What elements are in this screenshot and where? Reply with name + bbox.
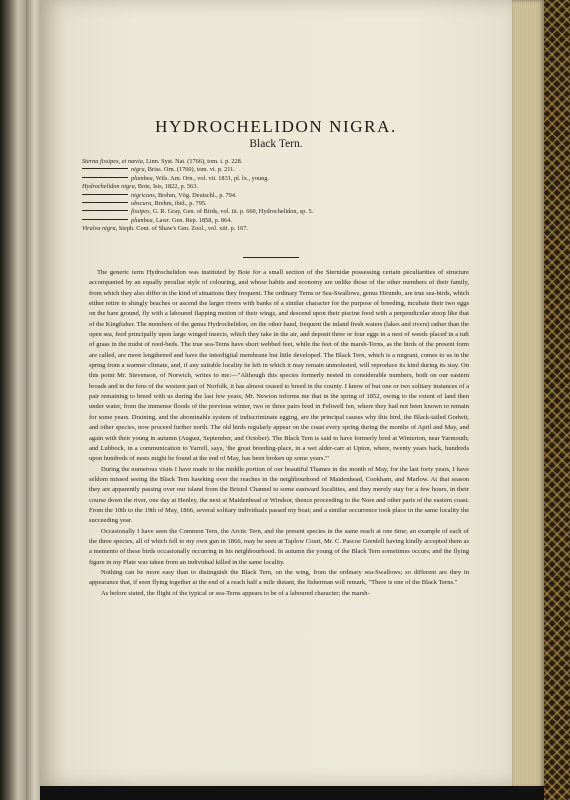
species-title: HYDROCHELIDON NIGRA.	[155, 117, 397, 136]
body-text	[89, 268, 469, 599]
synonym-entry: Hydrochelidon nigra, Boie, Isis, 1822, p. 563.	[82, 183, 198, 191]
section-divider	[243, 257, 299, 258]
paragraph: As before stated, the flight of the typical or sea-Terns appears to be of a laboured character; the marsh-	[101, 589, 370, 597]
synonym-entry: Sterna fissipes, et nævia, Linn. Syst. Nat. (1766), tom. i. p. 228.	[82, 158, 243, 165]
page-stack-edge	[512, 0, 544, 788]
common-name: Black Tern.	[249, 138, 303, 150]
synonymy-list	[82, 158, 462, 234]
paragraph: The generic term Hydrochelidon was instituted by Boie for a small section of the Sternidæ possessing certain peculiarities of structure accompanied by an equally peculiar style of colouring, and whose habits and economy are unlike those of the other members of their family, from which they also differ in the kind of situations they frequent. The ordinary Terns or Sea-Swallows, genus Hirundo, are true sea-birds, which either retire to shingly beaches or ascend the larger rivers with banks of a similar character for the purpose of breeding, incubate their two eggs on the bare ground, fly with a laboured flapping motion of their wings, and descend upon their piscine food with a perpendicular stoop like that of the Kingfisher. The members of the genus Hydrochelidon, on the other hand, frequent the inland fresh waters (lakes and rivers) rather than the open sea, feed principally upon large winged insects, which they take in the air, and deposit three or four eggs in a nest of weeds placed in a tuft of grass in the midst of reed-beds. The true sea-Terns have short webbed feet, while the feet of the marsh-Terns, as the birds of the present form are called, are more lengthened and have the interdigital membrane but little developed. The Black Tern, which is a migrant, comes to us in the spring from a warmer climate, and, if any suitable locality be left in which it may remain unmolested, will reproduce its kind during its stay. On this point Mr. Stevenson, of Norwich, writes to me:—"Although this species formerly nested in considerable numbers, both on our eastern broads and in the fens of the western part of Norfolk, it has almost ceased to breed in the county. I know of but one or two solitary instances of a pair remaining to breed with us during the last few years; Mr. Newton informs me that in the spring of 1852, owing to the extent of land then under water, from the immense floods of the previous winter, two or three pairs bred in Feltwell fen, where they had not been known to remain for some years. Draining, and the abominable system of indiscriminate egging, are the principal causes why this bird, the Black-tailed Godwit, and other species, now proceed further north. The old birds regularly appear on the coast every spring during the months of April and May, and again with their young in autumn (August, September, and October). The Black Tern is said to have formerly bred at Winterton, near Yarmouth; and Lubbock, in a communication to Yarrell, says, 'the great breeding-place, in a wet alder-carr at Upton, where, twenty years back, hundreds upon hundreds of nests might be found at the end of May, has been broken up some years.'"	[89, 269, 469, 463]
synonym-entry: plumbea, Wils. Am. Orn., vol. vii. 1831, pl. lx., young.	[82, 175, 462, 183]
synonym-entry: nigra, Briss. Orn. (1760), tom. vi. p. 211.	[82, 166, 462, 174]
page-gutter	[26, 0, 40, 800]
book-cover	[544, 0, 570, 800]
synonym-entry: Viralva nigra, Steph. Cont. of Shaw's Gen. Zool., vol. xiii. p. 167.	[82, 225, 248, 233]
synonym-entry: obscura, Brehm, ibid., p. 795.	[82, 200, 462, 208]
bottom-shadow	[40, 786, 544, 800]
synonym-entry: fissipes, G. R. Gray, Gen. of Birds, vol. iii. p. 660, Hydrochelidon, sp. 5.	[82, 208, 462, 216]
paragraph: Occasionally I have seen the Common Tern, the Arctic Tern, and the present species in the same reach at one time; an example of each of the three species, all of which fell to my own gun in 1866, may be seen at Taplow Court, Mr. C. Pascoe Grenfell having kindly accepted them as a memento of these birds occasionally occurring in his neighbourhood. In autumn the young of the Black Tern sometimes occurs; and the flying figure in my Plate was taken from an individual killed in the same locality.	[89, 527, 469, 566]
synonym-entry: nigricans, Brehm, Vög. Deutschl., p. 794.	[82, 192, 462, 200]
synonym-entry: plumbea, Lawr. Gen. Rep. 1858, p. 864.	[82, 217, 462, 225]
paragraph: During the numerous visits I have made to the middle portion of our beautiful Thames in the month of May, for the last forty years, I have seldom missed seeing the Black Tern hawking over the reaches in the neighbourhood of Maidenhead, Cookham, and Marlow. At that season they are apparently passing over our island from the Bristol Channel to some eastward localities, and they merely stay for a few hours, in their course down the river, one day at Henley, the next at Maidenhead or Windsor, thence proceeding to the Nore and other parts of the eastern coast. From the 10th to the 19th of May, 1866, several solitary individuals passed my boat; and a similar occurrence took place in the same locality the succeeding year.	[89, 465, 469, 525]
paragraph: Nothing can be more easy than to distinguish the Black Tern, on the wing, from the ordinary sea-Swallows; so different are they in appearance that, if seen flying together at the end of a reach half a mile distant, the fisherman will remark, "There is one of the Black Terns."	[89, 568, 469, 587]
facing-page-edge	[0, 0, 26, 800]
